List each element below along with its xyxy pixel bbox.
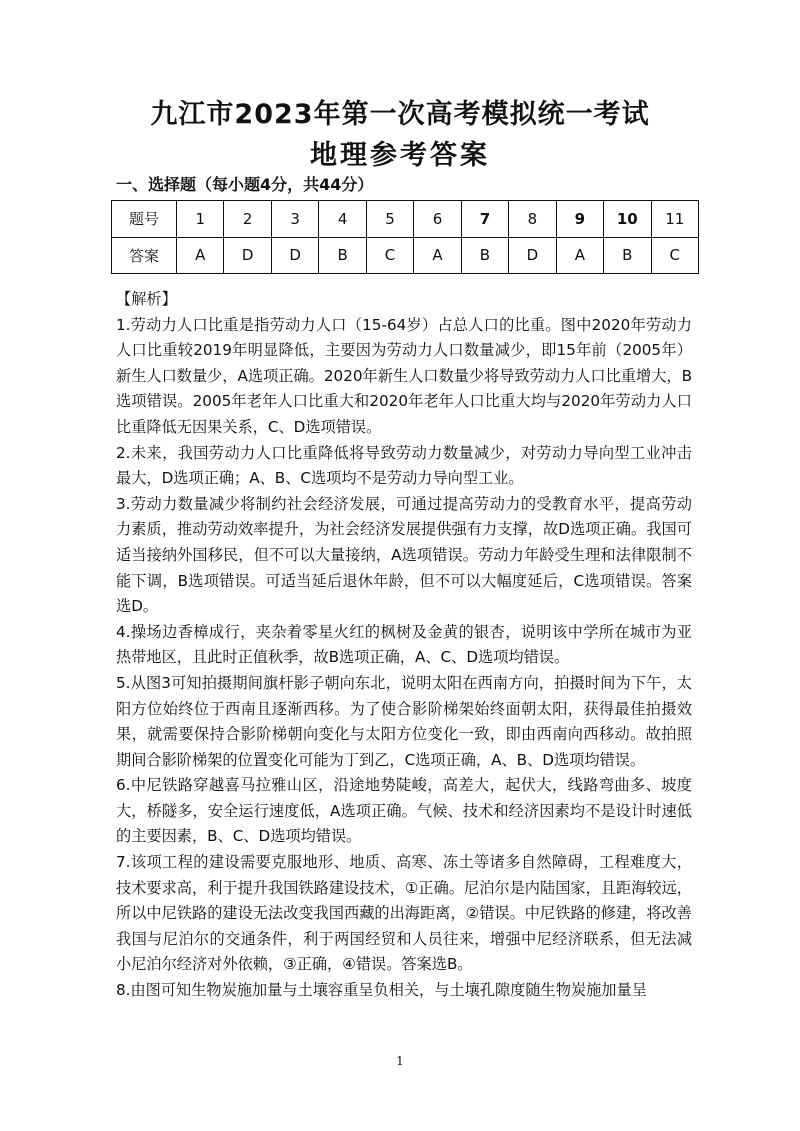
answer-table-answer-row xyxy=(112,237,699,274)
answer-table-number-row xyxy=(112,201,699,238)
question-number: 3 xyxy=(271,201,318,238)
answer-cell: D xyxy=(509,237,556,274)
answer-cell: B xyxy=(461,237,508,274)
answer-cell: B xyxy=(319,237,366,274)
answer-cell: C xyxy=(651,237,698,274)
answer-cell: D xyxy=(224,237,271,274)
exam-subtitle: 地理参考答案 xyxy=(310,140,490,171)
question-number: 11 xyxy=(651,201,698,238)
answer-cell: D xyxy=(271,237,318,274)
section-heading: 一、选择题（每小题4分，共44分） xyxy=(116,175,374,194)
analysis-paragraph: 6.中尼铁路穿越喜马拉雅山区，沿途地势陡峻，高差大，起伏大，线路弯曲多、坡度大，桥隧多，安全运行速度低，A选项正确。气候、技术和经济因素均不是设计时速低的主要因素，B、C、D选项均错误。 xyxy=(116,776,692,846)
analysis-paragraph: 1.劳动力人口比重是指劳动力人口（15-64岁）占总人口的比重。图中2020年劳动力人口比重较2019年明显降低，主要因为劳动力人口数量减少，即15年前（2005年）新生人口数量少，A选项正确。2020年新生人口数量少将导致劳动力人口比重增大，B选项错误。2005年老年人口比重大和2020年老年人口比重大均与2020年劳动力人口比重降低无因果关系，C、D选项错误。 xyxy=(116,315,692,436)
answer-cell: A xyxy=(177,237,224,274)
question-number: 5 xyxy=(366,201,413,238)
question-number: 4 xyxy=(319,201,366,238)
analysis-paragraph: 7.该项工程的建设需要克服地形、地质、高寒、冻土等诸多自然障碍，工程难度大，技术要求高，利于提升我国铁路建设技术，①正确。尼泊尔是内陆国家，且距海较远，所以中尼铁路的建设无法改变我国西藏的出海距离，②错误。中尼铁路的修建，将改善我国与尼泊尔的交通条件，利于两国经贸和人员往来，增强中尼经济联系，但无法减小尼泊尔经济对外依赖，③正确，④错误。答案选B。 xyxy=(116,853,692,974)
exam-title: 九江市2023年第一次高考模拟统一考试 xyxy=(150,99,650,130)
analysis-label: 【解析】 xyxy=(116,290,177,308)
analysis-paragraph: 3.劳动力数量减少将制约社会经济发展，可通过提高劳动力的受教育水平，提高劳动力素质，推动劳动效率提升，为社会经济发展提供强有力支撑，故D选项正确。我国可适当接纳外国移民，但不可以大量接纳，A选项错误。劳动力年龄受生理和法律限制不能下调，B选项错误。可适当延后退休年龄，但不可以大幅度延后，C选项错误。答案选D。 xyxy=(116,494,692,616)
question-number: 2 xyxy=(224,201,271,238)
answer-cell: A xyxy=(414,237,461,274)
analysis-paragraph: 2.未来，我国劳动力人口比重降低将导致劳动力数量减少，对劳动力导向型工业冲击最大，D选项正确；A、B、C选项均不是劳动力导向型工业。 xyxy=(116,443,692,488)
answer-table xyxy=(111,200,699,274)
analysis-paragraph: 5.从图3可知拍摄期间旗杆影子朝向东北，说明太阳在西南方向，拍摄时间为下午，太阳方位始终位于西南且逐渐西移。为了使合影阶梯架始终面朝太阳，获得最佳拍摄效果，就需要保持合影阶梯朝向变化与太阳方位变化一致，即由西南向西移动。故拍照期间合影阶梯架的位置变化可能为丁到乙，C选项正确，A、B、D选项均错误。 xyxy=(116,673,692,769)
question-number: 1 xyxy=(177,201,224,238)
answer-cell: A xyxy=(556,237,603,274)
analysis-paragraph: 8.由图可知生物炭施加量与土壤容重呈负相关，与土壤孔隙度随生物炭施加量呈 xyxy=(116,981,647,1000)
question-number-label: 题号 xyxy=(112,201,177,238)
answer-label: 答案 xyxy=(112,237,177,274)
question-number: 9 xyxy=(556,201,603,238)
answer-cell: B xyxy=(604,237,651,274)
answer-cell: C xyxy=(366,237,413,274)
page-number: 1 xyxy=(396,1054,404,1068)
question-number: 6 xyxy=(414,201,461,238)
analysis-section xyxy=(116,287,692,1004)
analysis-paragraph: 4.操场边香樟成行，夹杂着零星火红的枫树及金黄的银杏，说明该中学所在城市为亚热带地区，且此时正值秋季，故B选项正确，A、C、D选项均错误。 xyxy=(116,622,692,667)
question-number: 10 xyxy=(604,201,651,238)
question-number: 7 xyxy=(461,201,508,238)
question-number: 8 xyxy=(509,201,556,238)
